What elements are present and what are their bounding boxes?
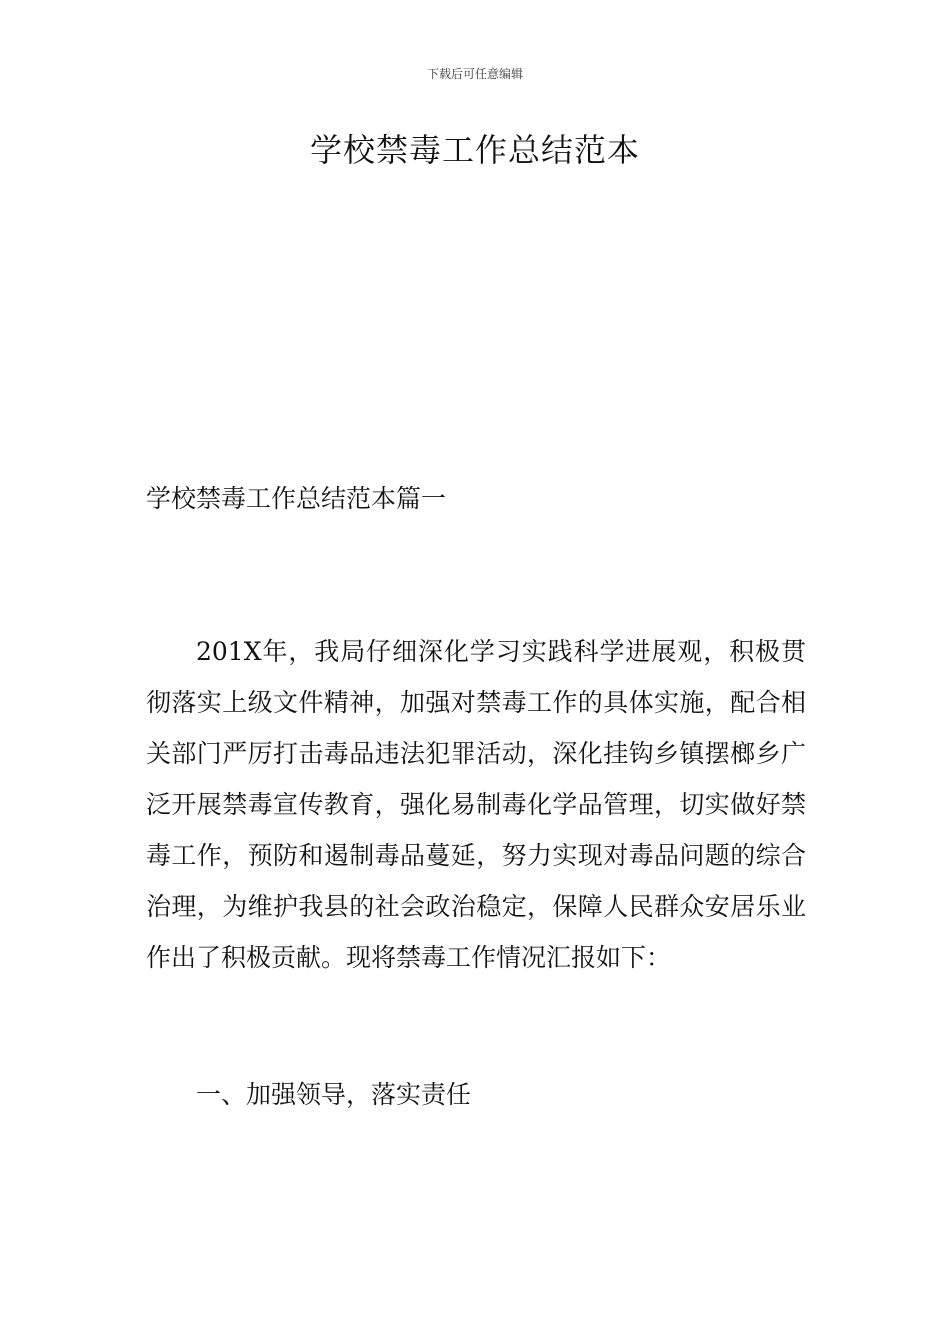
section-heading: 学校禁毒工作总结范本篇一 — [146, 484, 447, 513]
document-title: 学校禁毒工作总结范本 — [309, 131, 640, 169]
body-paragraph: 201X年，我局仔细深化学习实践科学进展观，积极贯彻落实上级文件精神，加强对禁毒工作的具体实施，配合相关部门严厉打击毒品违法犯罪活动，深化挂钩乡镇摆榔乡广泛开展禁毒宣传教育，强化易制毒化学品管理，切实做好禁毒工作，预防和遏制毒品蔓延，努力实现对毒品问题的综合治理，为维护我县的社会政治稳定，保障人民群众安居乐业作出了积极贡献。现将禁毒工作情况汇报如下： — [146, 637, 806, 972]
subheading: 一、加强领导，落实责任 — [196, 1080, 472, 1109]
header-note: 下载后可任意编辑 — [426, 67, 523, 81]
